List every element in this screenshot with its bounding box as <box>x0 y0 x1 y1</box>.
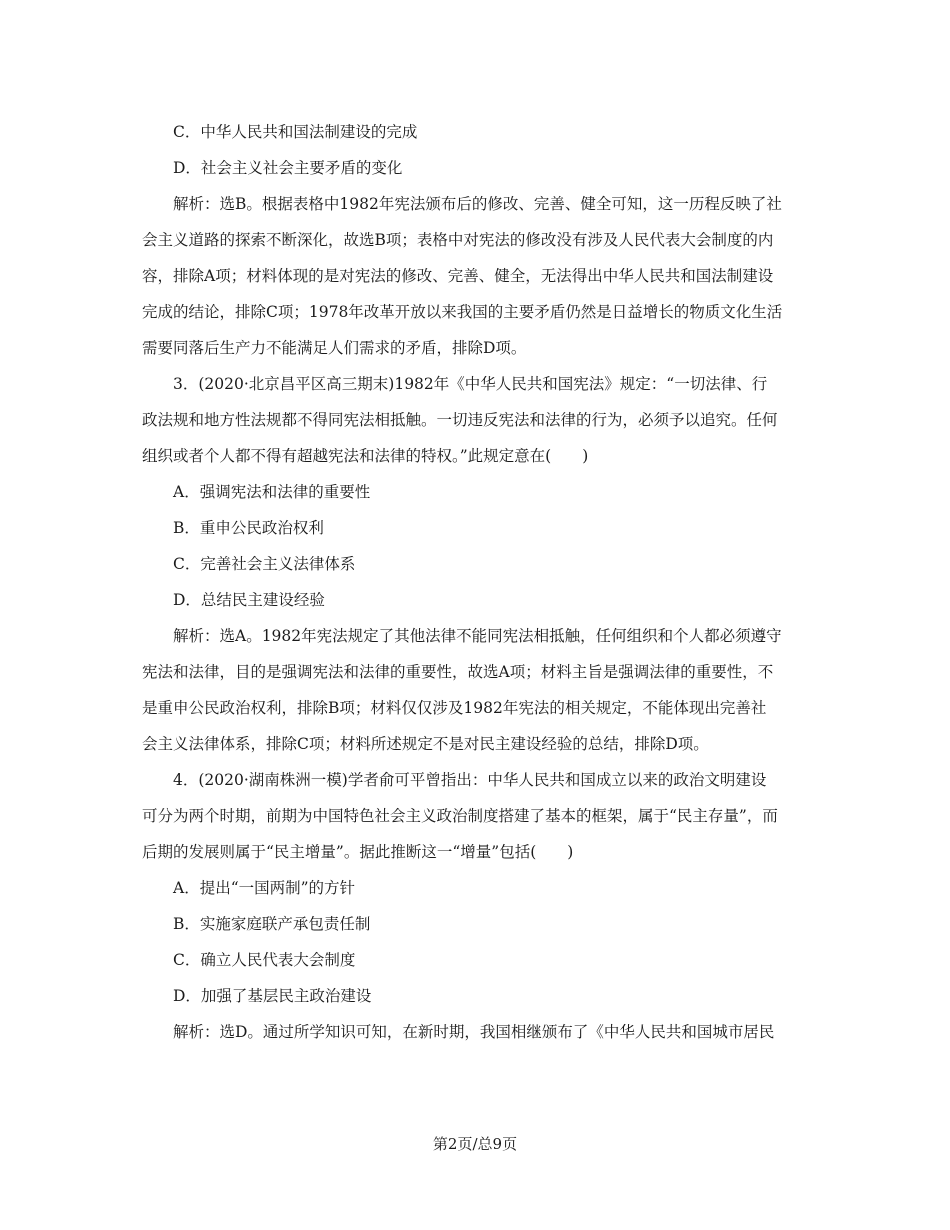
q3-stem-line: 政法规和地方性法规都不得同宪法相抵触。一切违反宪法和法律的行为，必须予以追究。任何 <box>142 411 778 429</box>
q3-option-b: B．重申公民政治权利 <box>173 519 324 537</box>
q3-analysis-line: 解析：选A。1982年宪法规定了其他法律不能同宪法相抵触，任何组织和个人都必须遵守 <box>173 627 782 645</box>
q4-stem-line: 可分为两个时期，前期为中国特色社会主义政治制度搭建了基本的框架，属于“民主存量”，而 <box>142 807 778 825</box>
q3-stem-line: 组织或者个人都不得有超越宪法和法律的特权。”此规定意在( ) <box>142 447 589 465</box>
q4-stem-line: 后期的发展则属于“民主增量”。据此推断这一“增量”包括( ) <box>142 843 574 861</box>
q3-option-d: D．总结民主建设经验 <box>173 591 325 609</box>
q3-option-c: C．完善社会主义法律体系 <box>173 555 356 573</box>
q4-analysis-line: 解析：选D。通过所学知识可知，在新时期，我国相继颁布了《中华人民共和国城市居民 <box>173 1023 775 1041</box>
q2-analysis-line: 完成的结论，排除C项；1978年改革开放以来我国的主要矛盾仍然是日益增长的物质文化生活 <box>142 303 783 321</box>
q2-analysis-line: 解析：选B。根据表格中1982年宪法颁布后的修改、完善、健全可知，这一历程反映了社 <box>173 195 782 213</box>
q4-option-a: A．提出“一国两制”的方针 <box>173 879 356 897</box>
q3-analysis-line: 会主义法律体系，排除C项；材料所述规定不是对民主建设经验的总结，排除D项。 <box>142 735 709 753</box>
q4-stem-line: 4．(2020·湖南株洲一模)学者俞可平曾指出：中华人民共和国成立以来的政治文明建设 <box>173 771 767 789</box>
q2-option-c: C．中华人民共和国法制建设的完成 <box>173 123 418 141</box>
q3-option-a: A．强调宪法和法律的重要性 <box>173 483 371 501</box>
q4-option-b: B．实施家庭联产承包责任制 <box>173 915 371 933</box>
page-content <box>142 114 810 1050</box>
page-number-footer: 第2页/总9页 <box>432 1135 518 1153</box>
q4-option-c: C．确立人民代表大会制度 <box>173 951 356 969</box>
q4-option-d: D．加强了基层民主政治建设 <box>173 987 372 1005</box>
q2-analysis-line: 需要同落后生产力不能满足人们需求的矛盾，排除D项。 <box>142 339 527 357</box>
q3-analysis-line: 宪法和法律，目的是强调宪法和法律的重要性，故选A项；材料主旨是强调法律的重要性，不 <box>142 663 774 681</box>
q2-analysis-line: 会主义道路的探索不断深化，故选B项；表格中对宪法的修改没有涉及人民代表大会制度的内 <box>142 231 774 249</box>
q2-analysis-line: 容，排除A项；材料体现的是对宪法的修改、完善、健全，无法得出中华人民共和国法制建设 <box>142 267 774 285</box>
q3-stem-line: 3．(2020·北京昌平区高三期末)1982年《中华人民共和国宪法》规定：“一切法律、行 <box>173 375 768 393</box>
q2-option-d: D．社会主义社会主要矛盾的变化 <box>173 159 403 177</box>
q3-analysis-line: 是重申公民政治权利，排除B项；材料仅仅涉及1982年宪法的相关规定，不能体现出完善社 <box>142 699 767 717</box>
